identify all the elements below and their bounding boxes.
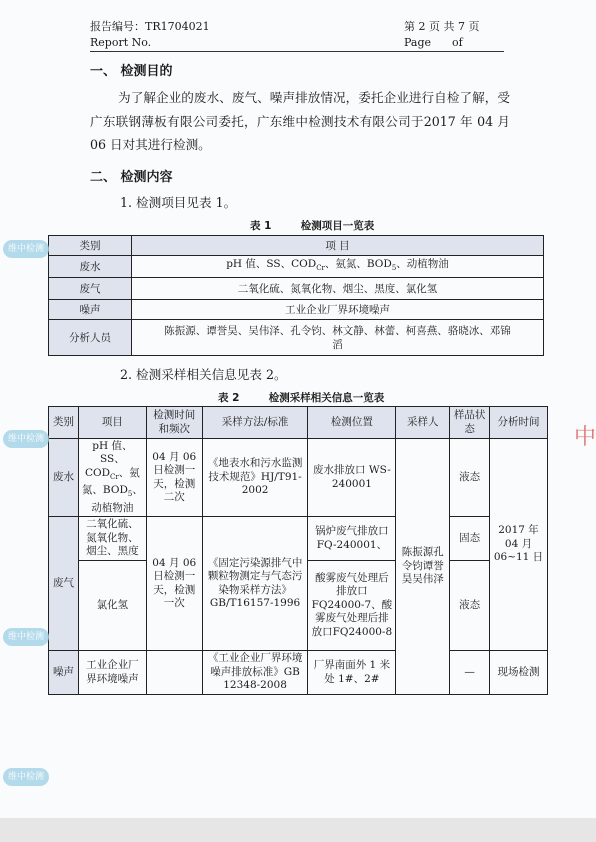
- table-2-header-item: 项目: [78, 407, 146, 439]
- table-2-noise-location: 厂界南面外 1 米处 1#、2#: [308, 651, 396, 695]
- section-1-paragraph: 为了解企业的废水、废气、噪声排放情况，委托企业进行自检了解，受广东联钢薄板有限公司委托，广东维中检测技术有限公司于2017 年 04 月 06 日对其进行检测。: [90, 90, 510, 152]
- table-2-waste-gas-label: 废气: [49, 517, 79, 651]
- table-1-row-label: 分析人员: [49, 320, 132, 356]
- table-1-row-label: 废气: [49, 278, 132, 300]
- report-number: 报告编号：TR1704021: [90, 20, 210, 33]
- table-2-wastewater-location: 废水排放口 WS-240001: [308, 439, 396, 517]
- table-2-header-state: 样品状态: [450, 407, 490, 439]
- table-2-noise-label: 噪声: [49, 651, 79, 695]
- table-1-row-value: 二氧化硫、氮氧化物、烟尘、黑度、氯化氢: [132, 278, 544, 300]
- table-1-row-value: 陈振源、谭誉昊、吴伟泽、孔令钧、林文静、林蕾、柯喜燕、骆晓冰、邓锦滔: [132, 320, 544, 356]
- table-2-wastewater-state: 液态: [450, 439, 490, 517]
- item-2: 2. 检测采样相关信息见表 2。: [120, 367, 287, 382]
- header-divider: [90, 51, 504, 52]
- table-2-header-analysis: 分析时间: [490, 407, 548, 439]
- table-2-wastewater-item: pH 值、SS、$COD_{Cr}$、氨氮、$BOD_5$、动植物油: [78, 439, 146, 517]
- table-1-row-label: 噪声: [49, 300, 132, 320]
- table-1-row-value: 工业企业厂界环境噪声: [132, 300, 544, 320]
- item-1: 1. 检测项目见表 1。: [120, 195, 237, 210]
- table-2-wastewater-label: 废水: [49, 439, 79, 517]
- table-2-header-category: 类别: [49, 407, 79, 439]
- watermark-logo: 维中检测: [3, 240, 49, 258]
- table-2-waste-gas-location: 锅炉废气排放口 FQ-240001、: [308, 517, 396, 561]
- report-number-en: Report No.: [90, 36, 152, 49]
- table-2-waste-gas-item: 二氧化硫、氮氧化物、烟尘、黑度: [78, 517, 146, 561]
- table-2-header-sampler: 采样人: [396, 407, 450, 439]
- table-2-header-time: 检测时间和频次: [146, 407, 202, 439]
- table-2-noise-item: 工业企业厂界环境噪声: [78, 651, 146, 695]
- table-2-waste-gas-item: 氯化氢: [78, 561, 146, 651]
- table-1-header-category: 类别: [49, 236, 132, 256]
- table-2-header-location: 检测位置: [308, 407, 396, 439]
- table-1-row-value: pH 值、SS、$COD_{Cr}$、氨氮、$BOD_5$、动植物油: [132, 256, 544, 278]
- table-1: [48, 235, 544, 356]
- table-2-waste-gas-location: 酸雾废气处理后排放口FQ24000-7、酸雾废气处理后排放口FQ24000-8: [308, 561, 396, 651]
- table-2: [48, 406, 548, 695]
- table-2-header-method: 采样方法/标准: [202, 407, 308, 439]
- page-bottom-margin: [0, 818, 596, 842]
- table-1-row-label: 废水: [49, 256, 132, 278]
- table-2-waste-gas-time: 04 月 06 日检测一天，检测一次: [146, 517, 202, 651]
- table-2-noise-time: [146, 651, 202, 695]
- section-2-title: 二、 检测内容: [90, 170, 173, 185]
- table-2-waste-gas-state: 液态: [450, 561, 490, 651]
- table-2-analysis-time: 2017 年 04 月 06~11 日: [490, 439, 548, 651]
- page-indicator: 第 2 页 共 7 页: [404, 20, 480, 33]
- section-1-title: 一、 检测目的: [90, 64, 173, 79]
- page-indicator-en: Page of: [404, 36, 463, 49]
- table-2-noise-state: —: [450, 651, 490, 695]
- table-1-header-items: 项 目: [132, 236, 544, 256]
- table-2-waste-gas-state: 固态: [450, 517, 490, 561]
- watermark-logo: 维中检测: [3, 768, 49, 786]
- table-2-caption: 表 2 检测采样相关信息一览表: [218, 392, 385, 404]
- table-2-noise-analysis: 现场检测: [490, 651, 548, 695]
- table-2-waste-gas-method: 《固定污染源排气中颗粒物测定与气态污染物采样方法》GB/T16157-1996: [202, 517, 308, 651]
- table-2-wastewater-method: 《地表水和污水监测技术规范》HJ/T91-2002: [202, 439, 308, 517]
- watermark-logo: 维中检测: [3, 628, 49, 646]
- table-2-noise-method: 《工业企业厂界环境噪声排放标准》GB 12348-2008: [202, 651, 308, 695]
- watermark-logo: 维中检测: [3, 430, 49, 448]
- seal-stamp: 中: [574, 425, 596, 450]
- table-1-caption: 表 1 检测项目一览表: [250, 220, 375, 232]
- table-2-sampler: 陈振源孔令钧谭誉昊吴伟泽: [396, 439, 450, 695]
- table-2-wastewater-time: 04 月 06 日检测一天，检测二次: [146, 439, 202, 517]
